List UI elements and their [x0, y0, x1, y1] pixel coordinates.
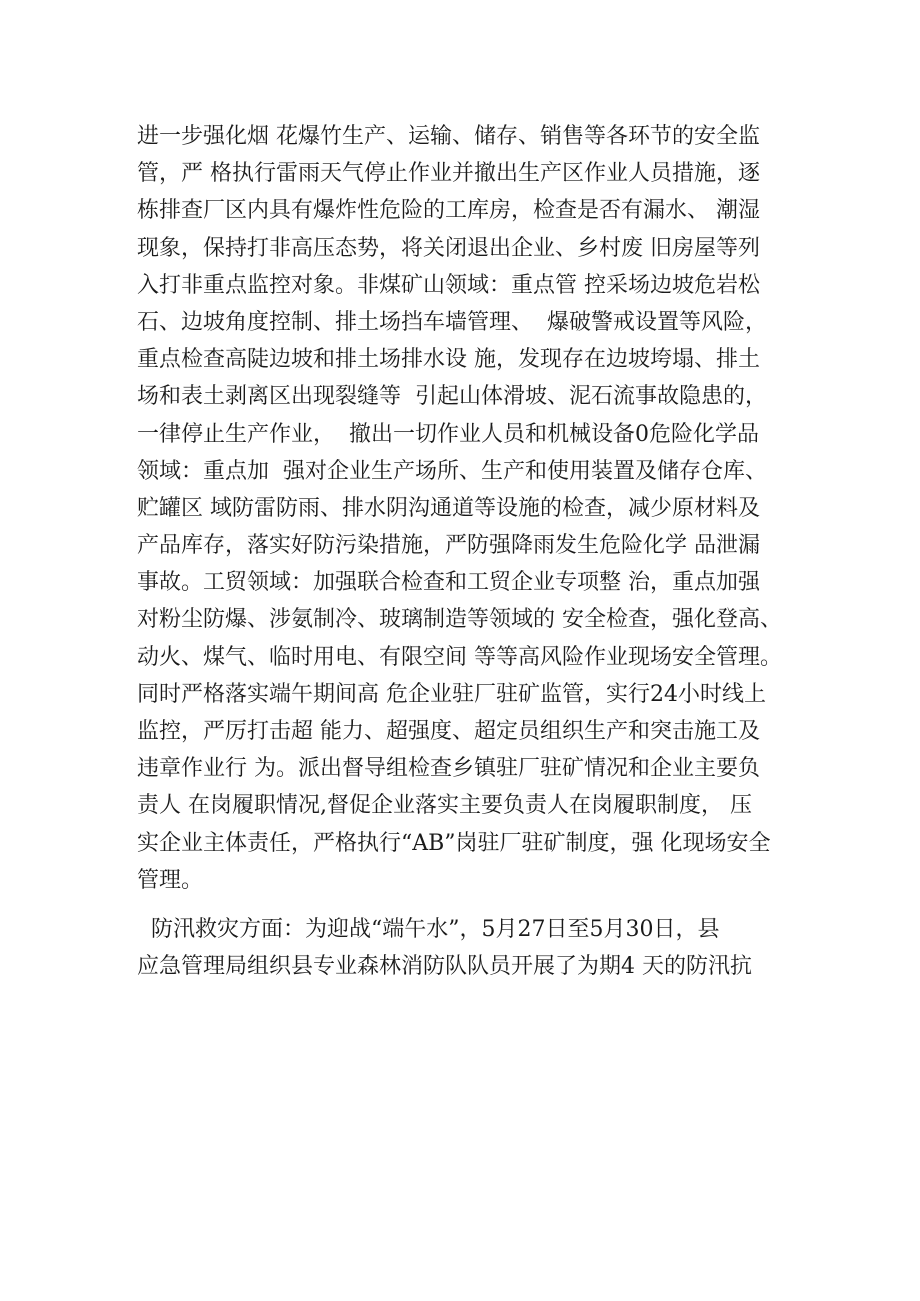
text-line: 管，严 格执行雷雨天气停止作业并撤出生产区作业人员措施，逐	[137, 161, 760, 187]
document-body	[137, 118, 797, 985]
text-line: 进一步强化烟 花爆竹生产、运输、储存、销售等各环节的安全监	[137, 124, 760, 149]
text-line: 监控，严厉打击超 能力、超强度、超定员组织生产和突击施工及	[137, 719, 760, 744]
paragraph-flood-relief	[137, 911, 797, 985]
text-line: 石、边坡角度控制、排土场挡车墙管理、 爆破警戒设置等风险，	[137, 309, 767, 335]
text-line: 事故。工贸领域：加强联合检查和工贸企业专项整 治，重点加强	[137, 570, 760, 596]
text-line: 管理。	[137, 867, 204, 893]
text-line: 动火、煤气、临时用电、有限空间 等等高风险作业现场安全管理。	[137, 644, 782, 670]
text-line: 违章作业行 为。派出督导组检查乡镇驻厂驻矿情况和企业主要负	[137, 756, 760, 782]
text-line: 场和表土剥离区出现裂缝等 引起山体滑坡、泥石流事故隐患的，	[137, 384, 767, 410]
text-line: 防汛救灾方面：为迎战“端午水”，5月27日至5月30日，县	[137, 916, 720, 942]
text-line: 应急管理局组织县专业森林消防队队员开展了为期4 天的防汛抗	[137, 954, 752, 980]
text-line: 责人 在岗履职情况,督促企业落实主要负责人在岗履职制度， 压	[137, 793, 752, 819]
text-line: 入打非重点监控对象。非煤矿山领域：重点管 控采场边坡危岩松	[137, 272, 760, 298]
paragraph-safety-supervision	[137, 118, 797, 899]
paragraph-spacer	[137, 899, 797, 911]
text-line: 产品库存，落实好防污染措施，严防强降雨发生危险化学 品泄漏	[137, 533, 760, 559]
text-line: 贮罐区 域防雷防雨、排水阴沟通道等设施的检查，减少原材料及	[137, 495, 760, 521]
text-line: 现象，保持打非高压态势，将关闭退出企业、乡村废 旧房屋等列	[137, 235, 760, 261]
text-line: 对粉尘防爆、涉氨制冷、玻璃制造等领域的 安全检查，强化登高、	[137, 607, 782, 633]
text-line: 领域：重点加 强对企业生产场所、生产和使用装置及储存仓库、	[137, 458, 767, 484]
text-line: 同时严格落实端午期间高 危企业驻厂驻矿监管，实行24小时线上	[137, 681, 766, 707]
text-line: 实企业主体责任，严格执行“AB”岗驻厂驻矿制度，强 化现场安全	[137, 830, 771, 856]
text-line: 一律停止生产作业， 撤出一切作业人员和机械设备0危险化学品	[137, 421, 759, 447]
text-line: 重点检查高陡边坡和排土场排水设 施，发现存在边坡垮塌、排土	[137, 347, 760, 373]
text-line: 栋排查厂区内具有爆炸性危险的工库房，检查是否有漏水、 潮湿	[137, 198, 760, 224]
